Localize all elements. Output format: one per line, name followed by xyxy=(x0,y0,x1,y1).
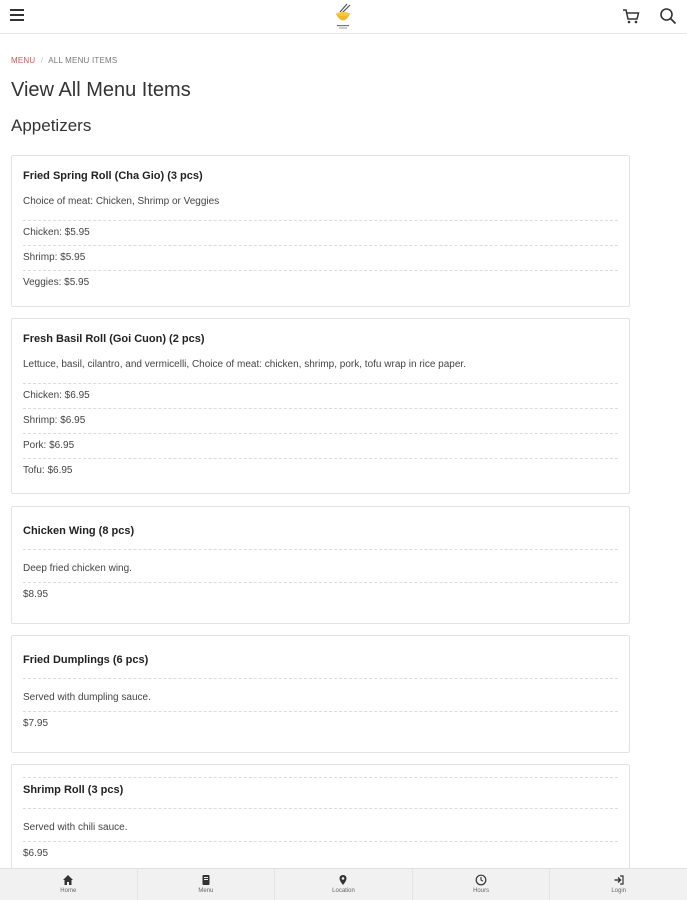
item-price[interactable]: $8.95 xyxy=(23,582,618,607)
item-option[interactable]: Shrimp: $6.95 xyxy=(23,408,618,433)
nav-label: Location xyxy=(332,888,355,894)
item-option[interactable]: Veggies: $5.95 xyxy=(23,270,618,295)
item-description: Lettuce, basil, cilantro, and vermicelli, Choice of meat: chicken, shrimp, pork, tofu wrap in rice paper. xyxy=(23,359,466,370)
item-name: Fried Dumplings (6 pcs) xyxy=(23,654,149,666)
clock-icon xyxy=(475,874,487,886)
cart-icon[interactable] xyxy=(622,7,640,25)
menu-item-card[interactable] xyxy=(11,506,630,624)
item-name: Fried Spring Roll (Cha Gio) (3 pcs) xyxy=(23,170,203,182)
item-option[interactable]: Shrimp: $5.95 xyxy=(23,245,618,270)
item-option[interactable]: Pork: $6.95 xyxy=(23,433,618,458)
breadcrumb-current: ALL MENU ITEMS xyxy=(48,56,118,65)
search-icon[interactable] xyxy=(659,7,677,25)
bottom-navigation xyxy=(0,868,687,900)
menu-item-card[interactable] xyxy=(11,764,630,882)
item-description: Served with dumpling sauce. xyxy=(23,692,151,703)
section-title: Appetizers xyxy=(11,116,92,135)
item-description: Served with chili sauce. xyxy=(23,822,128,833)
divider xyxy=(23,678,618,679)
page-title: View All Menu Items xyxy=(11,79,191,101)
item-option[interactable]: Chicken: $5.95 xyxy=(23,220,618,245)
breadcrumb-menu-link[interactable]: MENU xyxy=(11,56,36,65)
top-bar xyxy=(0,0,687,34)
location-pin-icon xyxy=(337,874,349,886)
breadcrumb-separator: / xyxy=(40,56,44,65)
home-icon xyxy=(62,874,74,886)
hamburger-icon[interactable] xyxy=(10,9,24,21)
nav-login[interactable] xyxy=(550,869,687,900)
menu-book-icon xyxy=(200,874,212,886)
nav-label: Menu xyxy=(198,888,214,894)
nav-label: Hours xyxy=(473,888,490,894)
breadcrumb xyxy=(11,56,117,65)
item-name: Fresh Basil Roll (Goi Cuon) (2 pcs) xyxy=(23,333,205,345)
menu-item-card[interactable] xyxy=(11,635,630,753)
item-name: Shrimp Roll (3 pcs) xyxy=(23,784,124,796)
nav-menu[interactable] xyxy=(138,869,276,900)
divider xyxy=(23,808,618,809)
item-option[interactable]: Chicken: $6.95 xyxy=(23,383,618,408)
item-name: Chicken Wing (8 pcs) xyxy=(23,525,135,537)
menu-item-card[interactable] xyxy=(11,155,630,307)
divider xyxy=(23,777,618,778)
nav-hours[interactable] xyxy=(413,869,551,900)
item-price[interactable]: $7.95 xyxy=(23,711,618,736)
nav-home[interactable] xyxy=(0,869,138,900)
restaurant-logo[interactable] xyxy=(333,3,353,31)
login-icon xyxy=(613,874,625,886)
item-option[interactable]: Tofu: $6.95 xyxy=(23,458,618,483)
item-description: Choice of meat: Chicken, Shrimp or Veggies xyxy=(23,196,220,207)
item-description: Deep fried chicken wing. xyxy=(23,563,132,574)
nav-label: Home xyxy=(60,888,77,894)
divider xyxy=(23,549,618,550)
menu-item-card[interactable] xyxy=(11,318,630,494)
item-price[interactable]: $6.95 xyxy=(23,841,618,866)
nav-label: Login xyxy=(611,888,627,894)
nav-location[interactable] xyxy=(275,869,413,900)
